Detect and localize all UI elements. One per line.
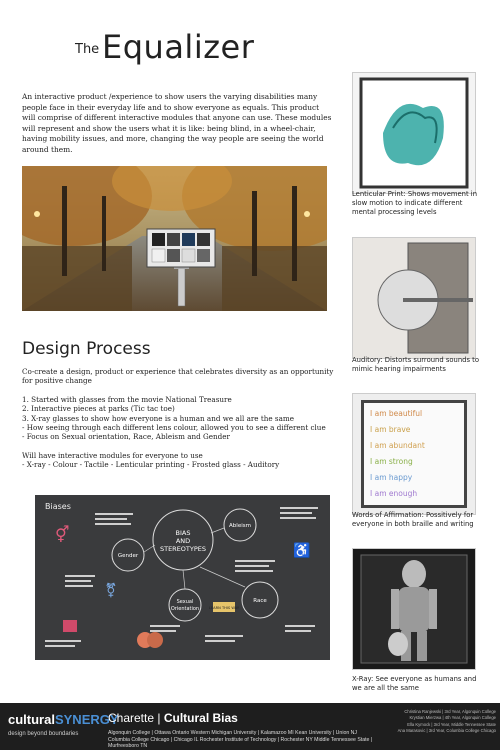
charette-topic: Cultural Bias xyxy=(163,711,238,725)
affirmation-image xyxy=(352,393,476,515)
design-process-body xyxy=(22,367,337,470)
team-names xyxy=(378,709,496,735)
bias-mindmap xyxy=(35,495,330,660)
step-2: 2. Interactive pieces at parks (Tic tac toe) xyxy=(22,404,175,414)
node-ableism: Ableism xyxy=(229,523,251,529)
design-process-heading: Design Process xyxy=(22,339,151,359)
college-line-1: Algonquin College | Ottawa Ontario Western Michigan University | Kalamazoo MI Kean University | Union NJ xyxy=(108,730,358,736)
node-gender: Gender xyxy=(117,553,139,559)
page-title: Equalizer xyxy=(102,28,255,66)
brand-logo xyxy=(8,712,119,727)
bias-chalkboard xyxy=(35,495,330,660)
charette-title: Charette | Cultural Bias xyxy=(108,711,238,725)
team-name-2: Krystian Mierzwa | 4th Year, Algonquin College xyxy=(409,715,496,721)
affirmation-5: I am happy xyxy=(370,473,413,482)
xray-caption: X-Ray: See everyone as humans and we are all the same xyxy=(352,675,477,692)
node-orientation: Sexual Orientation xyxy=(170,599,200,612)
design-goal: Co-create a design, product or experience that celebrates diversity as an opportunity for positive change xyxy=(22,367,334,386)
auditory-caption: Auditory: Distorts surround sounds to mimic hearing impairments xyxy=(352,356,479,373)
affirmation-4: I am strong xyxy=(370,457,413,466)
lenticular-print-image xyxy=(352,72,476,194)
chalkboard-corner-title: Biases xyxy=(45,502,71,511)
learn-sticker: LEARN THIS WAY xyxy=(208,606,240,610)
lenticular-caption: Lenticular Print: Shows movement in slow motion to indicate different mental processing levels xyxy=(352,190,478,216)
park-scene-illustration xyxy=(22,166,327,311)
affirmation-1: I am beautiful xyxy=(370,409,423,418)
modules-intro: Will have interactive modules for everyone to use xyxy=(22,450,203,460)
step-1: 1. Started with glasses from the movie National Treasure xyxy=(22,394,232,404)
gender-symbol-icon: ⚥ xyxy=(55,525,70,544)
step-3b: - Focus on Sexual orientation, Race, Ableism and Gender xyxy=(22,432,230,442)
charette-label: Charette xyxy=(108,711,155,725)
footer-bar xyxy=(0,703,500,750)
wheelchair-icon: ♿ xyxy=(293,543,311,559)
affirmation-6: I am enough xyxy=(370,489,418,498)
team-name-3: Ella Kymock | 3rd Year, Middle Tennessee State xyxy=(407,721,496,727)
auditory-figure xyxy=(353,238,475,358)
node-race: Race xyxy=(253,598,267,604)
affirmation-caption: Words of Affirmation: Possitively for everyone in both braille and writing xyxy=(352,511,474,528)
step-3a: - How seeing through each different lens colour, allowed you to see a different clue xyxy=(22,423,326,433)
park-photo xyxy=(22,166,327,311)
intro-paragraph: An interactive product /experience to show users the varying disabilities many people face in their everyday life and to show everyone as equals. This product will comprise of different interactive modules that anyone can use. These modules will represent and show the users what it is like: being blind, in a wheel-chair, having mobility issues, and more, changing the way people are seeing the world around them. xyxy=(22,92,332,154)
step-3: 3. X-ray glasses to show how everyone is a human and we all are the same xyxy=(22,413,294,423)
title-prefix: The xyxy=(75,42,100,57)
affirmation-2: I am brave xyxy=(370,425,411,434)
xray-image xyxy=(352,548,476,670)
bias-center-title: BIAS AND STEREOTYPES xyxy=(159,529,207,553)
lenticular-figure xyxy=(353,73,475,193)
affirmation-3: I am abundant xyxy=(370,441,425,450)
team-name-1: Christina Ranjewski | 3rd Year, Algonquin College xyxy=(404,709,496,714)
auditory-image xyxy=(352,237,476,359)
college-list xyxy=(108,730,378,750)
college-line-2: Columbia College Chicago | Chicago IL Rochester Institute of Technology | Rochester NY Middle Tennessee State | Murfreesboro TN xyxy=(108,736,373,750)
brand-part-a: cultural xyxy=(8,712,55,727)
transgender-symbol-icon: ⚧ xyxy=(105,583,117,599)
team-name-4: Ana Marasovic | 3rd Year, Columbia College Chicago xyxy=(397,728,496,734)
brand-tagline: design beyond boundaries xyxy=(8,731,79,737)
xray-figure xyxy=(353,549,475,669)
modules-list: - X-ray - Colour - Tactile - Lenticular printing - Frosted glass - Auditory xyxy=(22,460,280,470)
brand-part-b: SYNERGY xyxy=(54,712,119,727)
